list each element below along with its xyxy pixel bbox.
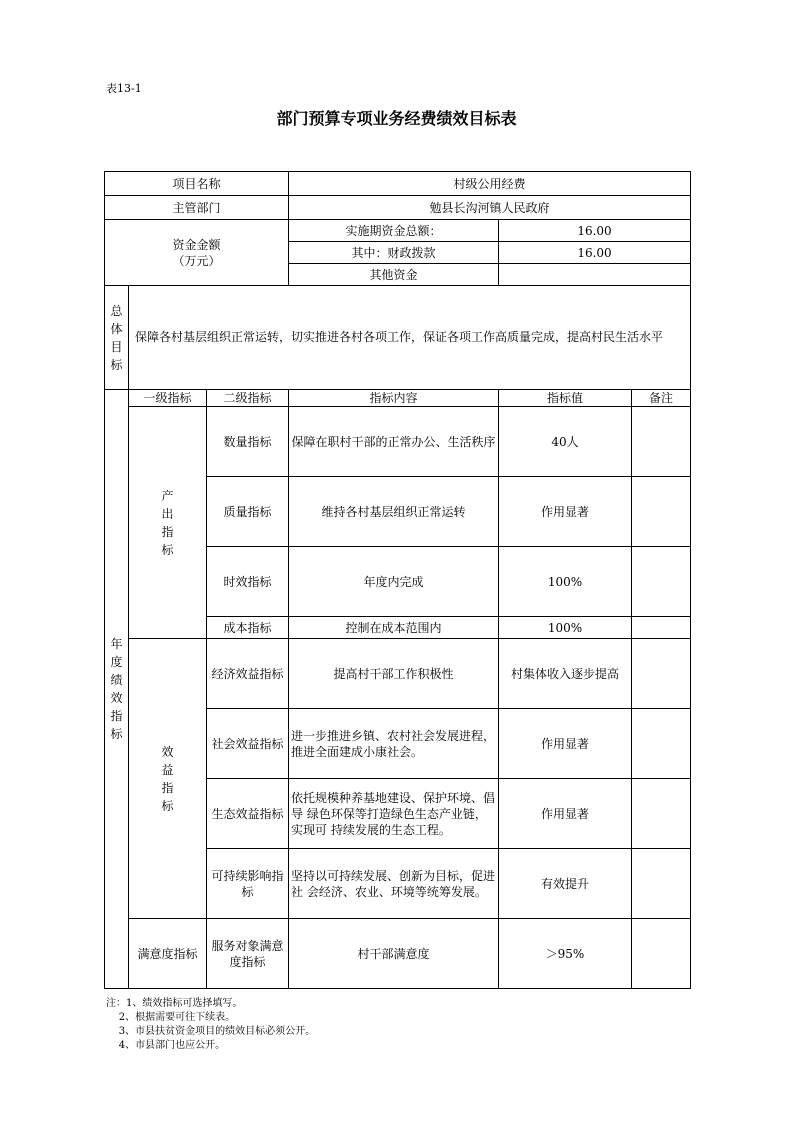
content-cell: 依托规模种养基地建设、保护环境、倡导 绿色环保等打造绿色生态产业链，实现可 持续发展的生态工程。: [289, 779, 499, 849]
output-indicator-label: 产 出 指 标: [129, 407, 207, 639]
table-row: [105, 407, 691, 477]
notes: [106, 997, 315, 1053]
funds-unit: （万元）: [172, 253, 221, 268]
funds-total-label: 实施期资金总额：: [289, 220, 499, 242]
funds-fiscal-label: 其中：财政拨款: [289, 242, 499, 264]
indicator-header-row: [105, 390, 691, 407]
content-cell: 保障在职村干部的正常办公、生活秩序: [289, 407, 499, 477]
note-cell: [632, 407, 691, 477]
level2-cell: 经济效益指标: [207, 639, 289, 709]
header-level1: 一级指标: [129, 390, 207, 407]
header-note: 备注: [632, 390, 691, 407]
content-cell: 提高村干部工作积极性: [289, 639, 499, 709]
funds-label-cell: [105, 220, 289, 286]
level2-cell: 时效指标: [207, 547, 289, 617]
funds-total-row: [105, 220, 691, 242]
content-cell: 坚持以可持续发展、创新为目标，促进社 会经济、农业、环境等统筹发展。: [289, 849, 499, 919]
value-cell: 100%: [499, 547, 632, 617]
project-label: 项目名称: [105, 172, 289, 196]
annual-indicator-label: 年 度 绩 效 指 标: [105, 390, 129, 989]
funds-total-value: 16.00: [499, 220, 691, 242]
level2-cell: 可持续影响指标: [207, 849, 289, 919]
note-cell: [632, 477, 691, 547]
note-cell: [632, 617, 691, 639]
level2-cell: 服务对象满意度指标: [207, 919, 289, 989]
overall-goal-label: 总 体 目 标: [105, 286, 129, 390]
level2-cell: 数量指标: [207, 407, 289, 477]
content-cell: 村干部满意度: [289, 919, 499, 989]
page-title: 部门预算专项业务经费绩效目标表: [276, 109, 517, 128]
level2-cell: 生态效益指标: [207, 779, 289, 849]
level2-cell: 质量指标: [207, 477, 289, 547]
value-cell: 40人: [499, 407, 632, 477]
note-line: 4、市县部门也应公开。: [106, 1040, 226, 1051]
note-line: 2、根据需要可往下续表。: [106, 1012, 236, 1023]
level2-cell: 社会效益指标: [207, 709, 289, 779]
content-cell: 进一步推进乡镇、农村社会发展进程， 推进全面建成小康社会。: [289, 709, 499, 779]
header-level2: 二级指标: [207, 390, 289, 407]
value-cell: 作用显著: [499, 477, 632, 547]
department-label: 主管部门: [105, 196, 289, 220]
funds-label: 资金金额: [172, 237, 221, 252]
note-cell: [632, 849, 691, 919]
project-value: 村级公用经费: [289, 172, 691, 196]
content-cell: 维持各村基层组织正常运转: [289, 477, 499, 547]
note-cell: [632, 779, 691, 849]
note-line: 注：1、绩效指标可选择填写。: [106, 998, 243, 1009]
note-cell: [632, 639, 691, 709]
performance-table: [104, 171, 691, 989]
value-cell: 作用显著: [499, 709, 632, 779]
note-line: 3、市县扶贫资金项目的绩效目标必须公开。: [106, 1026, 316, 1037]
overall-goal-text: 保障各村基层组织正常运转，切实推进各村各项工作，保证各项工作高质量完成，提高村民生活水平: [129, 286, 691, 390]
note-cell: [632, 547, 691, 617]
funds-fiscal-value: 16.00: [499, 242, 691, 264]
funds-other-value: [499, 264, 691, 286]
header-content: 指标内容: [289, 390, 499, 407]
value-cell: ＞95%: [499, 919, 632, 989]
value-cell: 村集体收入逐步提高: [499, 639, 632, 709]
department-value: 勉县长沟河镇人民政府: [289, 196, 691, 220]
value-cell: 有效提升: [499, 849, 632, 919]
value-cell: 100%: [499, 617, 632, 639]
benefit-indicator-label: 效 益 指 标: [129, 639, 207, 919]
level2-cell: 成本指标: [207, 617, 289, 639]
table-row: [105, 639, 691, 709]
note-cell: [632, 919, 691, 989]
content-cell: 控制在成本范围内: [289, 617, 499, 639]
project-row: [105, 172, 691, 196]
overall-goal-row: [105, 286, 691, 390]
content-cell: 年度内完成: [289, 547, 499, 617]
department-row: [105, 196, 691, 220]
header-value: 指标值: [499, 390, 632, 407]
note-cell: [632, 709, 691, 779]
table-code: 表13-1: [106, 82, 142, 95]
satisfaction-level1: 满意度指标: [129, 919, 207, 989]
table-row: [105, 919, 691, 989]
funds-other-label: 其他资金: [289, 264, 499, 286]
value-cell: 作用显著: [499, 779, 632, 849]
